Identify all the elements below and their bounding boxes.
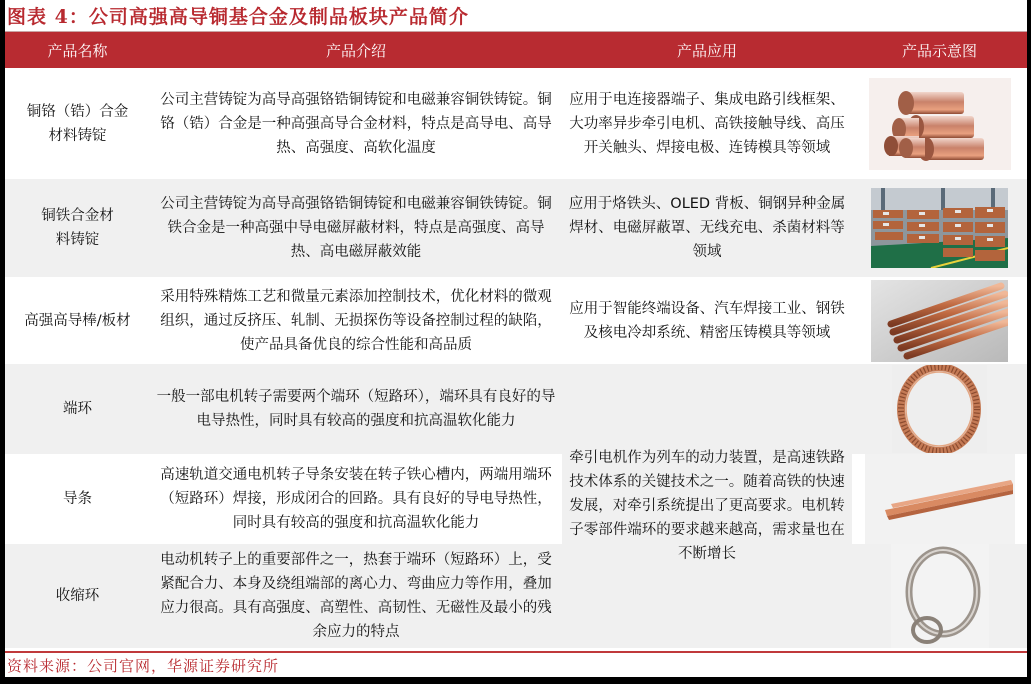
shrink-ring-image: [891, 544, 989, 648]
product-image-cell: [852, 68, 1027, 179]
product-name: 高强高导棒/板材: [5, 277, 150, 364]
copper-rods-image: [871, 280, 1008, 362]
report-page: [5, 0, 1027, 677]
product-intro: 公司主营铸锭为高导高强铬锆铜铸锭和电磁兼容铜铁铸锭。铜铬（锆）合金是一种高强高导合金材料，特点是高导电、高导热、高强度、高软化温度: [150, 68, 562, 179]
product-image-cell: [852, 277, 1027, 364]
product-application: 应用于烙铁头、OLED 背板、铜钢异种金属焊材、电磁屏蔽罩、无线充电、杀菌材料等领域: [562, 179, 852, 277]
table-header-row: [5, 32, 1027, 68]
table-row: [5, 364, 1027, 454]
table-row: [5, 544, 1027, 648]
product-image-cell: [852, 364, 1027, 454]
header-product-name: 产品名称: [5, 32, 150, 68]
copper-conductor-bar-image: [865, 454, 1015, 544]
product-application-merged: 牵引电机作为列车的动力装置，是高速铁路技术体系的关键技术之一。随着高铁的快速发展，对牵引系统提出了更高要求。电机转子零部件端环的要求越来越高，需求量也在不断增长: [562, 364, 852, 648]
product-image-cell: [852, 179, 1027, 277]
header-product-intro: 产品介绍: [150, 32, 562, 68]
copper-iron-ingots-warehouse-image: [871, 188, 1008, 268]
product-intro: 采用特殊精炼工艺和微量元素添加控制技术，优化材料的微观组织，通过反挤压、轧制、无损探伤等设备控制过程的缺陷，使产品具备优良的综合性能和高品质: [150, 277, 562, 364]
product-image-cell: [852, 544, 1027, 648]
product-application: 应用于智能终端设备、汽车焊接工业、钢铁及核电冷却系统、精密压铸模具等领域: [562, 277, 852, 364]
table-row: [5, 277, 1027, 364]
product-table: [5, 32, 1027, 648]
figure-title: 图表 4：公司高强高导铜基合金及制品板块产品简介: [7, 6, 469, 28]
bottom-divider: [5, 651, 1027, 653]
product-name: 收缩环: [5, 544, 150, 648]
header-product-image: 产品示意图: [852, 32, 1027, 68]
copper-end-ring-image: [892, 365, 987, 453]
table-row: [5, 454, 1027, 544]
source-note: 资料来源：公司官网，华源证券研究所: [7, 657, 280, 675]
product-application: 应用于电连接器端子、集成电路引线框架、大功率异步牵引电机、高铁接触导线、高压开关触头、焊接电极、连铸模具等领域: [562, 68, 852, 179]
product-name: 导条: [5, 454, 150, 544]
product-intro: 高速轨道交通电机转子导条安装在转子铁心槽内，两端用端环（短路环）焊接，形成闭合的回路。具有良好的导电导热性，同时具有较高的强度和抗高温软化能力: [150, 454, 562, 544]
product-name: 铜铬（锆）合金材料铸锭: [5, 68, 150, 179]
table-row: [5, 179, 1027, 277]
product-name: 端环: [5, 364, 150, 454]
product-intro: 公司主营铸锭为高导高强铬锆铜铸锭和电磁兼容铜铁铸锭。铜铁合金是一种高强中导电磁屏蔽材料，特点是高强度、高导热、高电磁屏蔽效能: [150, 179, 562, 277]
copper-ingot-stack-image: [869, 78, 1011, 170]
product-name: 铜铁合金材料铸锭: [5, 179, 150, 277]
product-intro: 电动机转子上的重要部件之一，热套于端环（短路环）上，受紧配合力、本身及绕组端部的离心力、弯曲应力等作用，叠加应力很高。具有高强度、高塑性、高韧性、无磁性及最小的残余应力的特点: [150, 544, 562, 648]
table-row: [5, 68, 1027, 179]
header-product-application: 产品应用: [562, 32, 852, 68]
product-intro: 一般一部电机转子需要两个端环（短路环），端环具有良好的导电导热性，同时具有较高的强度和抗高温软化能力: [150, 364, 562, 454]
product-image-cell: [852, 454, 1027, 544]
